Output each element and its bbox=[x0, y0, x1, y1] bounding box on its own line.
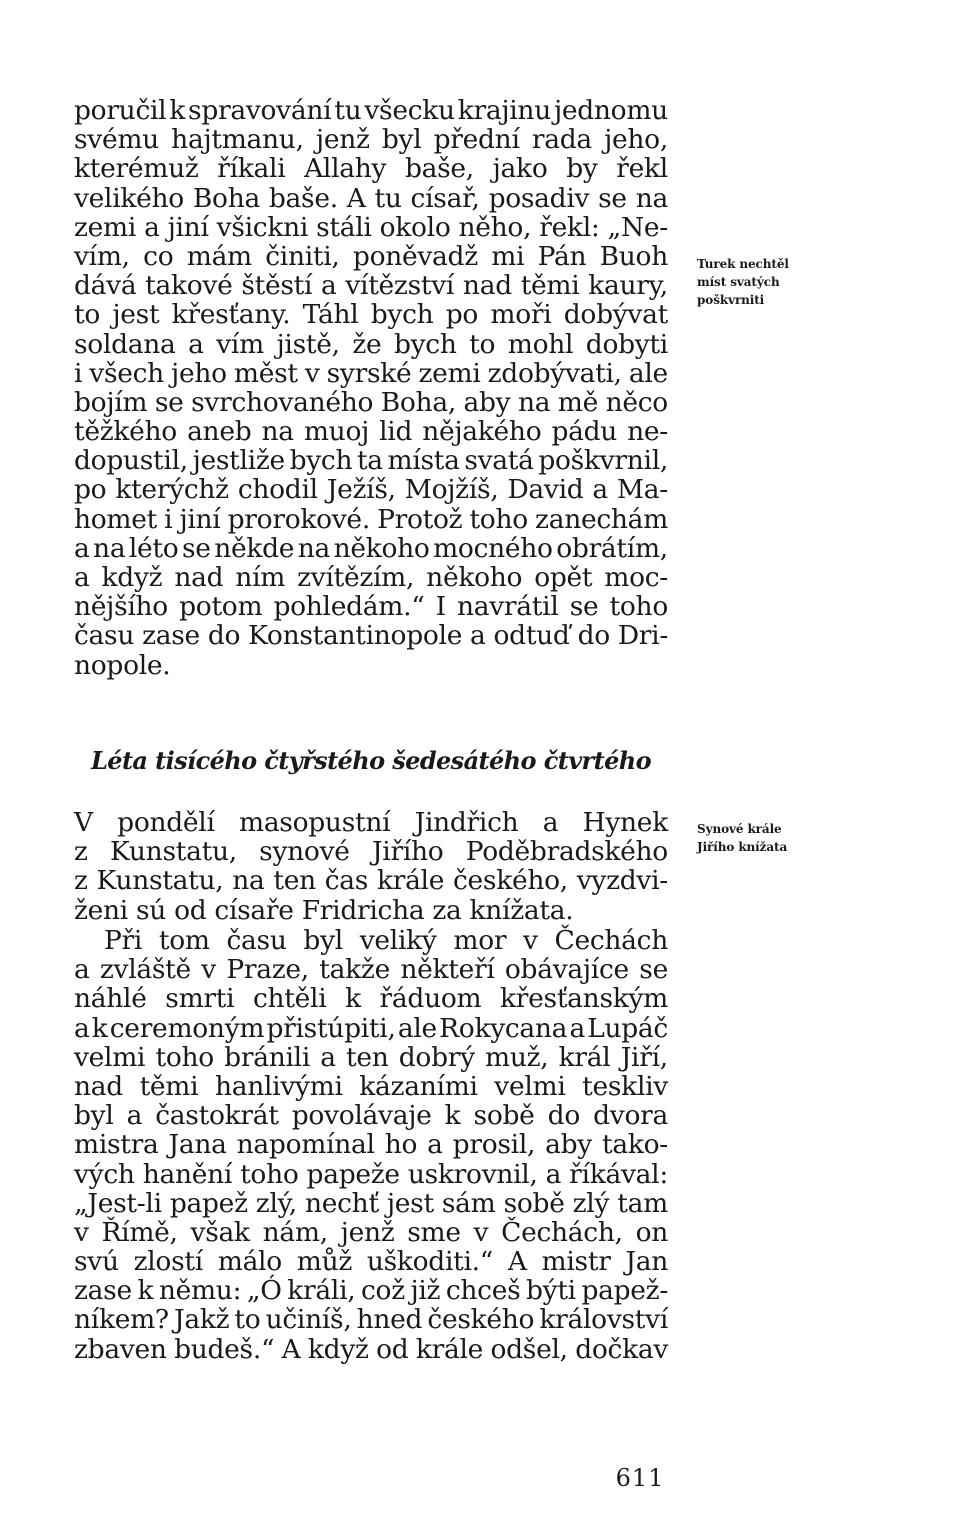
text-line: po kterýchž chodil Ježíš, Mojžíš, David a Ma- bbox=[74, 474, 668, 506]
margin-note-line: Jiřího knížata bbox=[697, 840, 788, 854]
text-line: a k ceremoným přistúpiti, ale Rokycana a Lupáč bbox=[74, 1012, 668, 1044]
text-line: zemi a jiní všickni stáli okolo něho, řekl: „Ne- bbox=[74, 211, 668, 243]
text-line: homet i jiní prorokové. Protož toho zanechám bbox=[74, 503, 668, 535]
margin-note-line: míst svatých bbox=[697, 275, 780, 289]
text-line: níkem? Jakž to učiníš, hned českého království bbox=[74, 1304, 668, 1336]
text-line: soldana a vím jistě, že bych to mohl dobyti bbox=[74, 328, 668, 360]
text-line: z Kunstatu, na ten čas krále českého, vyzdvi- bbox=[74, 865, 668, 897]
text-line: velikého Boha baše. A tu císař, posadiv se na bbox=[74, 182, 668, 214]
text-line: dopustil, jestliže bych ta místa svatá poškvrnil, bbox=[74, 445, 668, 477]
text-line: nopole. bbox=[74, 649, 171, 681]
text-line: a když nad ním zvítězím, někoho opět moc- bbox=[74, 562, 668, 593]
text-line: byl a častokrát povolávaje k sobě do dvora bbox=[74, 1100, 668, 1132]
text-line: Při tom času byl veliký mor v Čechách bbox=[104, 925, 668, 956]
text-line: kterémuž říkali Allahy baše, jako by řekl bbox=[74, 153, 668, 185]
text-line: poručil k spravování tu všecku krajinu jednomu bbox=[74, 95, 668, 126]
text-line: bojím se svrchovaného Boha, aby na mě něco bbox=[74, 386, 668, 418]
text-line: svému hajtmanu, jenž byl přední rada jeho, bbox=[74, 124, 668, 156]
margin-note-line: Turek nechtěl bbox=[697, 257, 789, 271]
paragraph-1 bbox=[74, 96, 668, 680]
margin-note-synove bbox=[697, 820, 847, 856]
text-line: dává takové štěstí a vítězství nad těmi kaury, bbox=[74, 270, 668, 302]
text-line: mistra Jana napomínal ho a prosil, aby tako- bbox=[74, 1129, 668, 1161]
text-line: náhlé smrti chtěli k řáduom křesťanským bbox=[74, 983, 668, 1015]
text-line: vých hanění toho papeže uskrovnil, a říkával: bbox=[74, 1158, 668, 1190]
section-heading: Léta tisícého čtyřstého šedesátého čtvrtého bbox=[91, 746, 651, 775]
text-line: to jest křesťany. Táhl bych po moři dobývat bbox=[74, 299, 668, 331]
text-line: nad těmi hanlivými kázaními velmi teskliv bbox=[74, 1070, 668, 1102]
text-line: z Kunstatu, synové Jiřího Poděbradského bbox=[74, 836, 668, 868]
text-line: vím, co mám činiti, poněvadž mi Pán Buoh bbox=[74, 240, 668, 272]
text-line: času zase do Konstantinopole a odtuď do Dri- bbox=[74, 620, 668, 652]
text-line: V pondělí masopustní Jindřich a Hynek bbox=[74, 807, 668, 838]
text-line: zbaven budeš.“ A když od krále odšel, dočkav bbox=[74, 1333, 668, 1365]
text-line: zase k němu: „Ó králi, což již chceš býti papež- bbox=[74, 1275, 668, 1307]
text-line: nějšího potom pohledám.“ I navrátil se toho bbox=[74, 591, 668, 623]
margin-note-line: poškvrniti bbox=[697, 293, 765, 307]
margin-note-line: Synové krále bbox=[697, 822, 782, 836]
paragraph-3 bbox=[74, 926, 668, 1364]
text-line: „Jest-li papež zlý, nechť jest sám sobě zlý tam bbox=[74, 1187, 668, 1219]
text-line: a na léto se někde na někoho mocného obrátím, bbox=[74, 532, 668, 564]
text-line: i všech jeho měst v syrské zemi zdobývati, ale bbox=[74, 357, 668, 389]
text-line: svú zlostí málo můž uškoditi.“ A mistr Jan bbox=[74, 1246, 668, 1278]
text-line: velmi toho bránili a ten dobrý muž, král Jiří, bbox=[74, 1041, 668, 1073]
page-number: 611 bbox=[615, 1464, 665, 1492]
paragraph-2 bbox=[74, 808, 668, 925]
margin-note-turek bbox=[697, 255, 847, 309]
text-line: ženi sú od císaře Fridricha za knížata. bbox=[74, 894, 574, 926]
text-line: v Římě, však nám, jenž sme v Čechách, on bbox=[74, 1216, 668, 1248]
text-line: a zvláště v Praze, takže někteří obávajíce se bbox=[74, 954, 668, 986]
text-line: těžkého aneb na muoj lid nějakého pádu ne- bbox=[74, 416, 668, 448]
